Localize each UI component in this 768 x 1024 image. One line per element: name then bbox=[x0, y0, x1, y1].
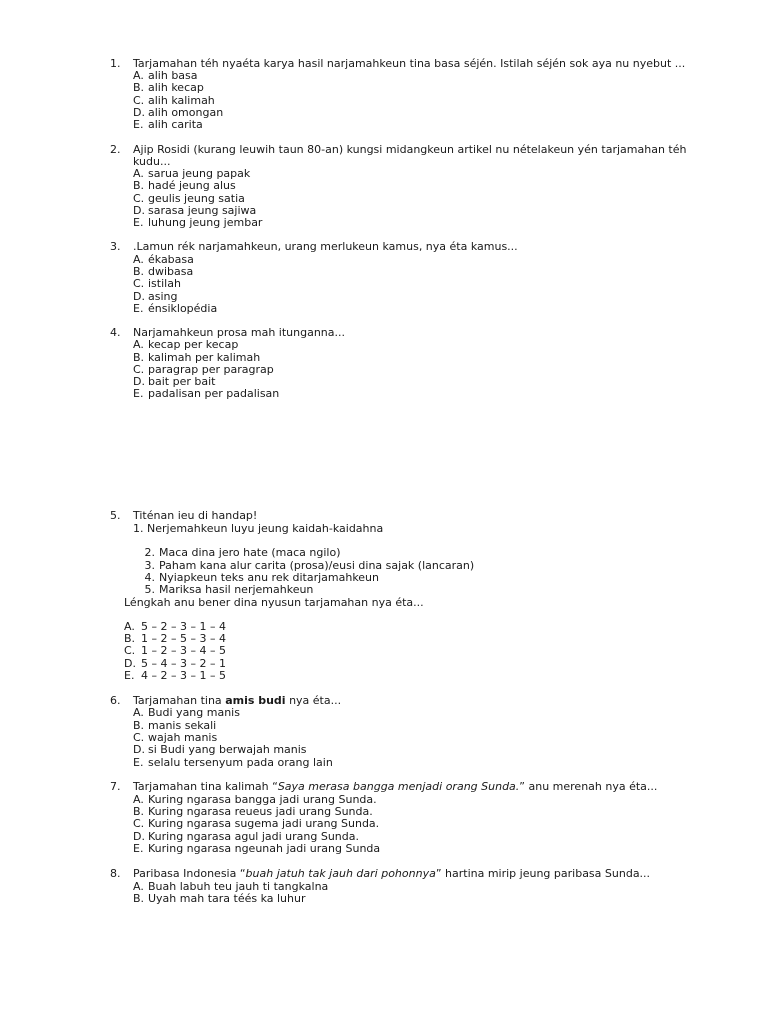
option-c: C. paragrap per paragrap bbox=[133, 363, 274, 376]
option-c: C. alih kalimah bbox=[133, 94, 215, 107]
option-d: D. Kuring ngarasa agul jadi urang Sunda. bbox=[133, 830, 360, 843]
question-number: 1. bbox=[110, 57, 121, 70]
step-item: 4. Nyiapkeun teks anu rek ditarjamahkeun bbox=[144, 571, 380, 584]
question-text: Tarjamahan tina kalimah “Saya merasa bangga menjadi orang Sunda.” anu merenah nya éta... bbox=[133, 780, 658, 793]
option-b: B. kalimah per kalimah bbox=[133, 351, 261, 364]
italic-phrase: buah jatuh tak jauh dari pohonnya bbox=[245, 867, 436, 880]
option-c: C. Kuring ngarasa sugema jadi urang Sunda. bbox=[133, 817, 380, 830]
option-d: D. alih omongan bbox=[133, 106, 224, 119]
option-e: E. alih carita bbox=[133, 118, 203, 131]
option-a: A. ékabasa bbox=[133, 253, 194, 266]
option-d: D. 5 – 4 – 3 – 2 – 1 bbox=[124, 657, 226, 670]
option-d: D. asing bbox=[133, 290, 178, 303]
question-number: 6. bbox=[110, 694, 121, 707]
question-number: 2. bbox=[110, 143, 121, 156]
step-item: 5. Mariksa hasil nerjemahkeun bbox=[144, 583, 314, 596]
option-a: A. Kuring ngarasa bangga jadi urang Sunda. bbox=[133, 793, 377, 806]
option-d: D. bait per bait bbox=[133, 375, 216, 388]
option-a: A. kecap per kecap bbox=[133, 338, 239, 351]
italic-phrase: Saya merasa bangga menjadi orang Sunda. bbox=[277, 780, 520, 793]
option-e: E. 4 – 2 – 3 – 1 – 5 bbox=[124, 669, 226, 682]
question-prompt: Léngkah anu bener dina nyusun tarjamahan nya éta... bbox=[124, 596, 424, 609]
option-d: D. si Budi yang berwajah manis bbox=[133, 743, 307, 756]
option-c: C. wajah manis bbox=[133, 731, 218, 744]
question-text: Tarjamahan téh nyaéta karya hasil narjamahkeun tina basa séjén. Istilah séjén sok aya nu nyebut ... bbox=[133, 57, 686, 70]
option-a: A. Buah labuh teu jauh ti tangkalna bbox=[133, 880, 329, 893]
question-number: 8. bbox=[110, 867, 121, 880]
question-text-continued: kudu... bbox=[133, 155, 171, 168]
option-b: B. Kuring ngarasa reueus jadi urang Sunda. bbox=[133, 805, 373, 818]
question-text: Tarjamahan tina amis budi nya éta... bbox=[133, 694, 342, 707]
option-e: E. Kuring ngarasa ngeunah jadi urang Sunda bbox=[133, 842, 381, 855]
option-a: A. sarua jeung papak bbox=[133, 167, 251, 180]
option-c: C. 1 – 2 – 3 – 4 – 5 bbox=[124, 644, 226, 657]
question-text: Titénan ieu di handap! bbox=[133, 509, 258, 522]
option-c: C. istilah bbox=[133, 277, 181, 290]
option-b: B. alih kecap bbox=[133, 81, 204, 94]
option-e: E. luhung jeung jembar bbox=[133, 216, 263, 229]
question-number: 5. bbox=[110, 509, 121, 522]
option-e: E. selalu tersenyum pada orang lain bbox=[133, 756, 333, 769]
option-e: E. énsiklopédia bbox=[133, 302, 218, 315]
question-number: 7. bbox=[110, 780, 121, 793]
option-e: E. padalisan per padalisan bbox=[133, 387, 280, 400]
question-text: .Lamun rék narjamahkeun, urang merlukeun kamus, nya éta kamus... bbox=[133, 240, 518, 253]
option-b: B. Uyah mah tara téés ka luhur bbox=[133, 892, 306, 905]
question-number: 3. bbox=[110, 240, 121, 253]
step-item: 3. Paham kana alur carita (prosa)/eusi dina sajak (lancaran) bbox=[144, 559, 475, 572]
question-text: Paribasa Indonesia “buah jatuh tak jauh dari pohonnya” hartina mirip jeung paribasa Sunda... bbox=[133, 867, 651, 880]
option-b: B. hadé jeung alus bbox=[133, 179, 236, 192]
bold-phrase: amis budi bbox=[225, 694, 286, 707]
option-a: A. 5 – 2 – 3 – 1 – 4 bbox=[124, 620, 226, 633]
option-d: D. sarasa jeung sajiwa bbox=[133, 204, 257, 217]
option-a: A. alih basa bbox=[133, 69, 198, 82]
question-text: Narjamahkeun prosa mah itunganna... bbox=[133, 326, 345, 339]
step-item: 1. Nerjemahkeun luyu jeung kaidah-kaidahna bbox=[133, 522, 384, 535]
question-text: Ajip Rosidi (kurang leuwih taun 80-an) kungsi midangkeun artikel nu nételakeun yén tarjamahan téh bbox=[133, 143, 687, 156]
option-b: B. dwibasa bbox=[133, 265, 194, 278]
option-b: B. manis sekali bbox=[133, 719, 217, 732]
option-a: A. Budi yang manis bbox=[133, 706, 240, 719]
option-b: B. 1 – 2 – 5 – 3 – 4 bbox=[124, 632, 226, 645]
question-number: 4. bbox=[110, 326, 121, 339]
step-item: 2. Maca dina jero hate (maca ngilo) bbox=[144, 546, 341, 559]
option-c: C. geulis jeung satia bbox=[133, 192, 245, 205]
